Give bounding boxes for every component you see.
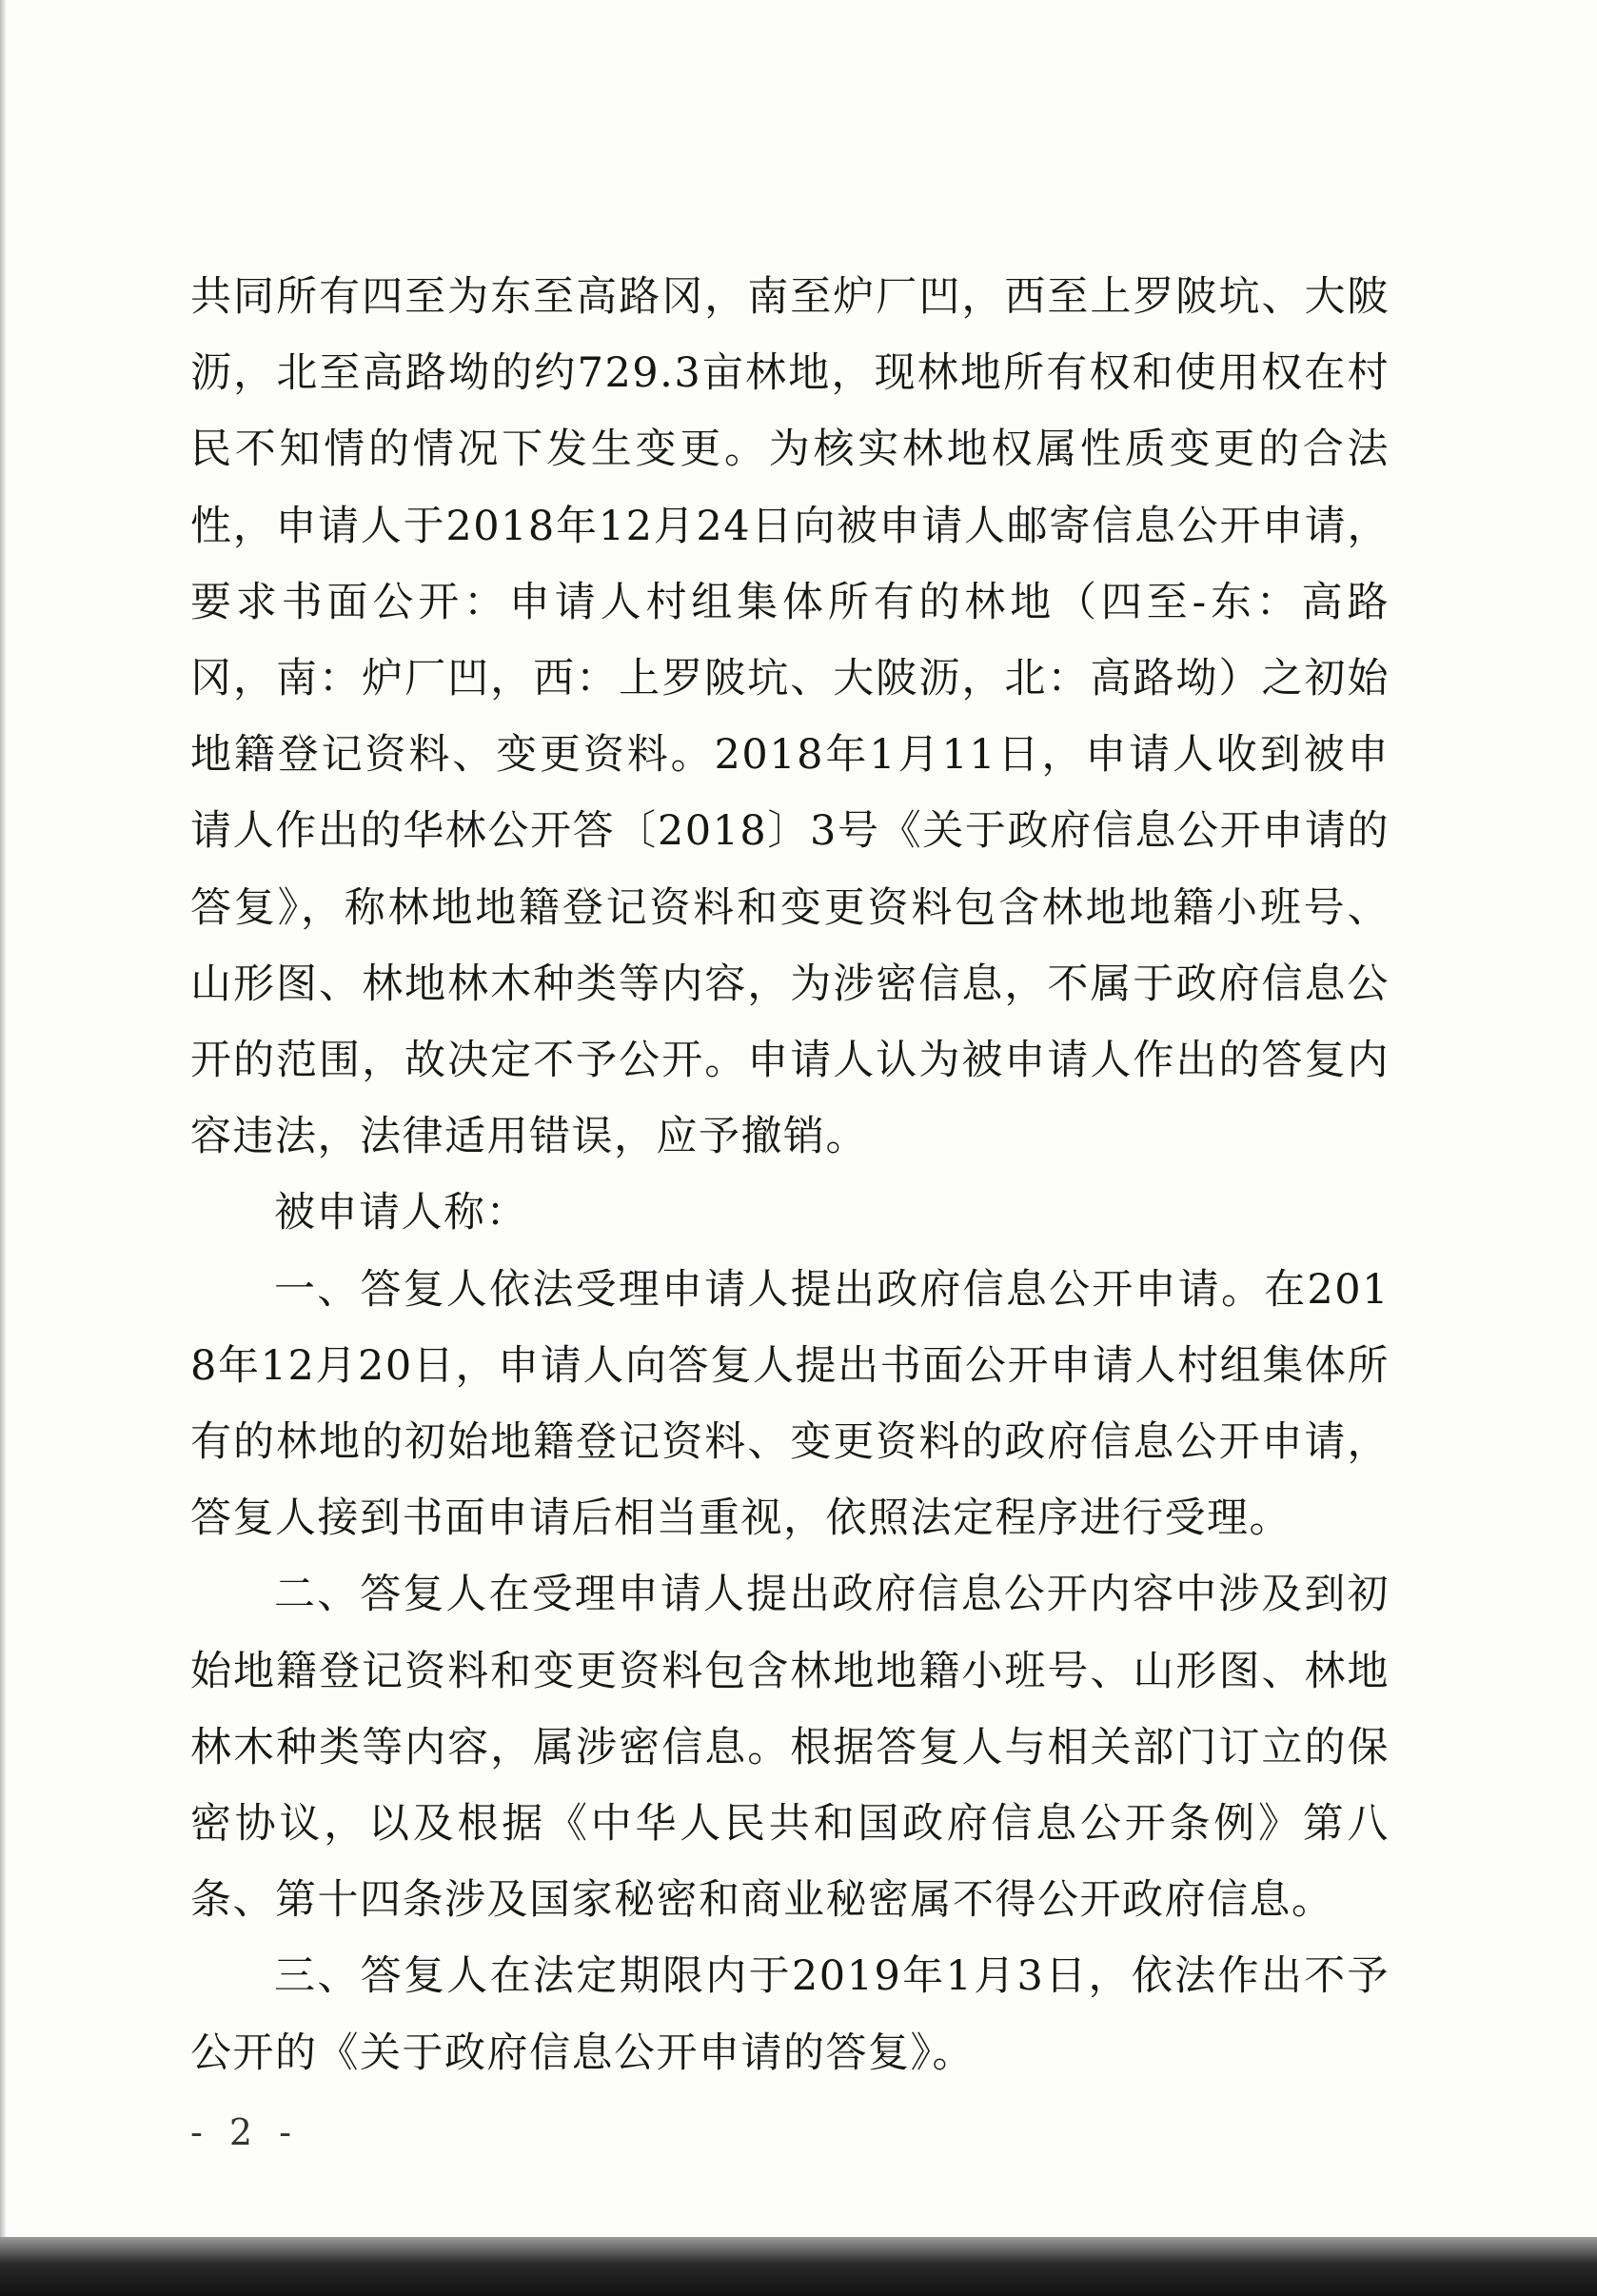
respondent-heading: 被申请人称： xyxy=(274,1189,528,1237)
paragraph-point-two: 二、答复人在受理申请人提出政府信息公开内容中涉及到初始地籍登记资料和变更资料包含林地地籍小班号、山形图、林地林木种类等内容，属涉密信息。根据答复人与相关部门订立的保密协议，以及根据《中华人民共和国政府信息公开条例》第八条、第十四条涉及国家秘密和商业秘密属不得公开政府信息。 xyxy=(190,1571,1390,1925)
page-number: - 2 - xyxy=(190,2111,300,2153)
page-edge xyxy=(0,0,6,2296)
document-body xyxy=(190,259,1390,2091)
paragraph-applicant-claim: 共同所有四至为东至高路冈，南至炉厂凹，西至上罗陂坑、大陂沥，北至高路坳的约729.3亩林地，现林地所有权和使用权在村民不知情的情况下发生变更。为核实林地权属性质变更的合法性，申请人于2018年12月24日向被申请人邮寄信息公开申请，要求书面公开：申请人村组集体所有的林地（四至-东：高路冈，南：炉厂凹，西：上罗陂坑、大陂沥，北：高路坳）之初始地籍登记资料、变更资料。2018年1月11日，申请人收到被申请人作出的华林公开答〔2018〕3号《关于政府信息公开申请的答复》，称林地地籍登记资料和变更资料包含林地地籍小班号、山形图、林地林木种类等内容，为涉密信息，不属于政府信息公开的范围，故决定不予公开。申请人认为被申请人作出的答复内容违法，法律适用错误，应予撤销。 xyxy=(190,273,1390,1161)
paragraph-point-three: 三、答复人在法定期限内于2019年1月3日，依法作出不予公开的《关于政府信息公开申请的答复》。 xyxy=(190,1952,1390,2077)
scan-bottom-shadow xyxy=(0,2237,1597,2296)
paragraph-point-one: 一、答复人依法受理申请人提出政府信息公开申请。在2018年12月20日，申请人向答复人提出书面公开申请人村组集体所有的林地的初始地籍登记资料、变更资料的政府信息公开申请，答复人接到书面申请后相当重视，依照法定程序进行受理。 xyxy=(190,1265,1390,1543)
